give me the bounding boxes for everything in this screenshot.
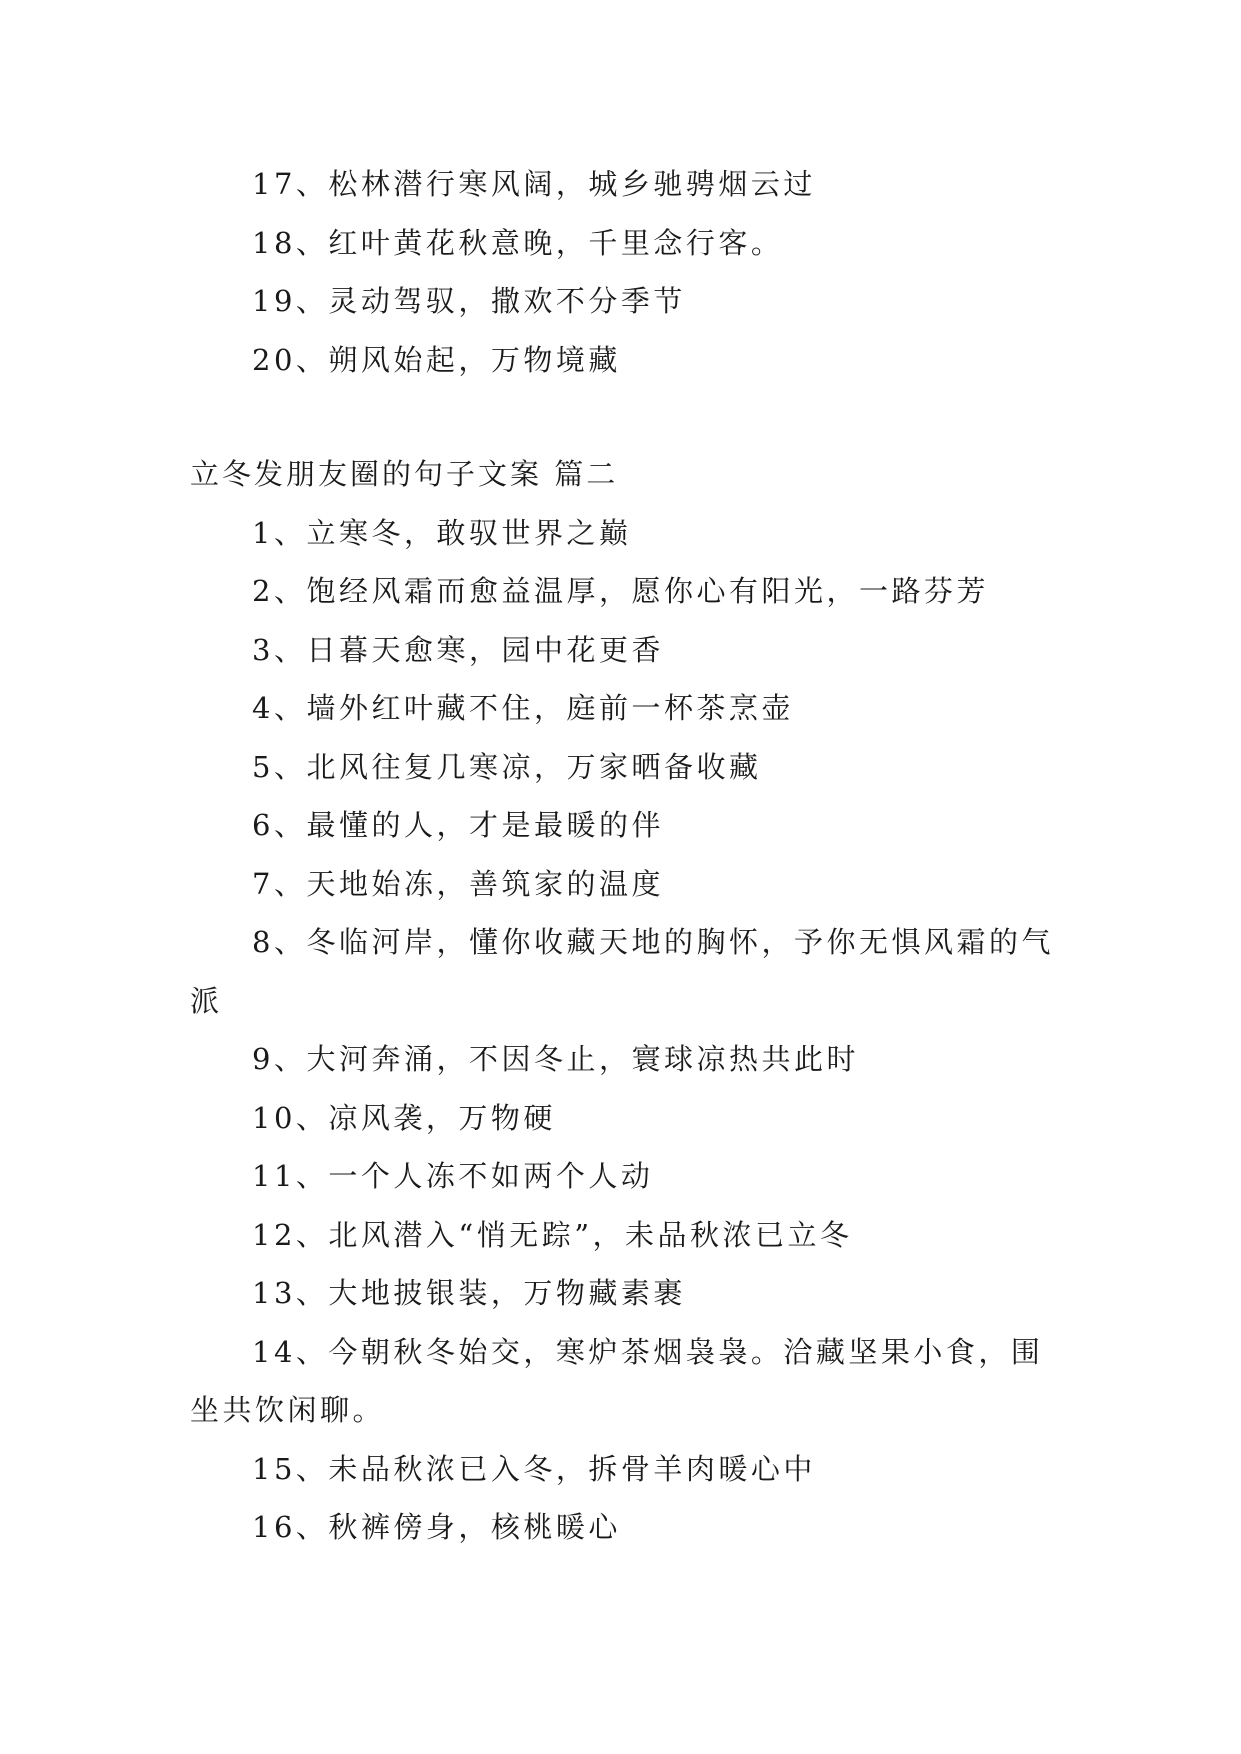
list-item: 3、日暮天愈寒，园中花更香: [252, 632, 664, 667]
list-item: 16、秋裤傍身，核桃暖心: [252, 1510, 621, 1544]
list-item: 13、大地披银装，万物藏素裹: [252, 1276, 686, 1310]
list-item: 10、凉风袭，万物硬: [252, 1100, 556, 1135]
list-item: 1、立寒冬，敢驭世界之巅: [252, 515, 632, 550]
list-item: 7、天地始冻，善筑家的温度: [252, 866, 664, 901]
list-item: 14、今朝秋冬始交，寒炉茶烟袅袅。洽藏坚果小食，围坐共饮闲聊。: [190, 1334, 1044, 1427]
list-item: 11、一个人冻不如两个人动: [252, 1159, 654, 1193]
list-item: 8、冬临河岸，懂你收藏天地的胸怀，予你无惧风霜的气派: [190, 925, 1054, 1018]
list-item: 4、墙外红叶藏不住，庭前一杯茶烹壶: [252, 691, 794, 725]
top-list: [190, 155, 1065, 389]
list-item: 5、北风往复几寒凉，万家晒备收藏: [252, 749, 762, 784]
list-item: 12、北风潜入“悄无踪”，未品秋浓已立冬: [252, 1217, 853, 1252]
list-item: 20、朔风始起，万物境藏: [252, 342, 621, 377]
list-item: 2、饱经风霜而愈益温厚，愿你心有阳光，一路芬芳: [252, 574, 989, 608]
list-item: 18、红叶黄花秋意晚，千里念行客。: [252, 225, 784, 260]
list-item: 19、灵动驾驭，撒欢不分季节: [252, 284, 686, 318]
list-item: 15、未品秋浓已入冬，拆骨羊肉暖心中: [252, 1451, 816, 1486]
list-item: 6、最懂的人，才是最暖的伴: [252, 808, 664, 842]
list-item: 17、松林潜行寒风阔，城乡驰骋烟云过: [252, 167, 816, 201]
section-title: 立冬发朋友圈的句子文案 篇二: [190, 457, 619, 491]
list-item: 9、大河奔涌，不因冬止，寰球凉热共此时: [252, 1042, 859, 1076]
section-two: [190, 445, 1065, 1557]
